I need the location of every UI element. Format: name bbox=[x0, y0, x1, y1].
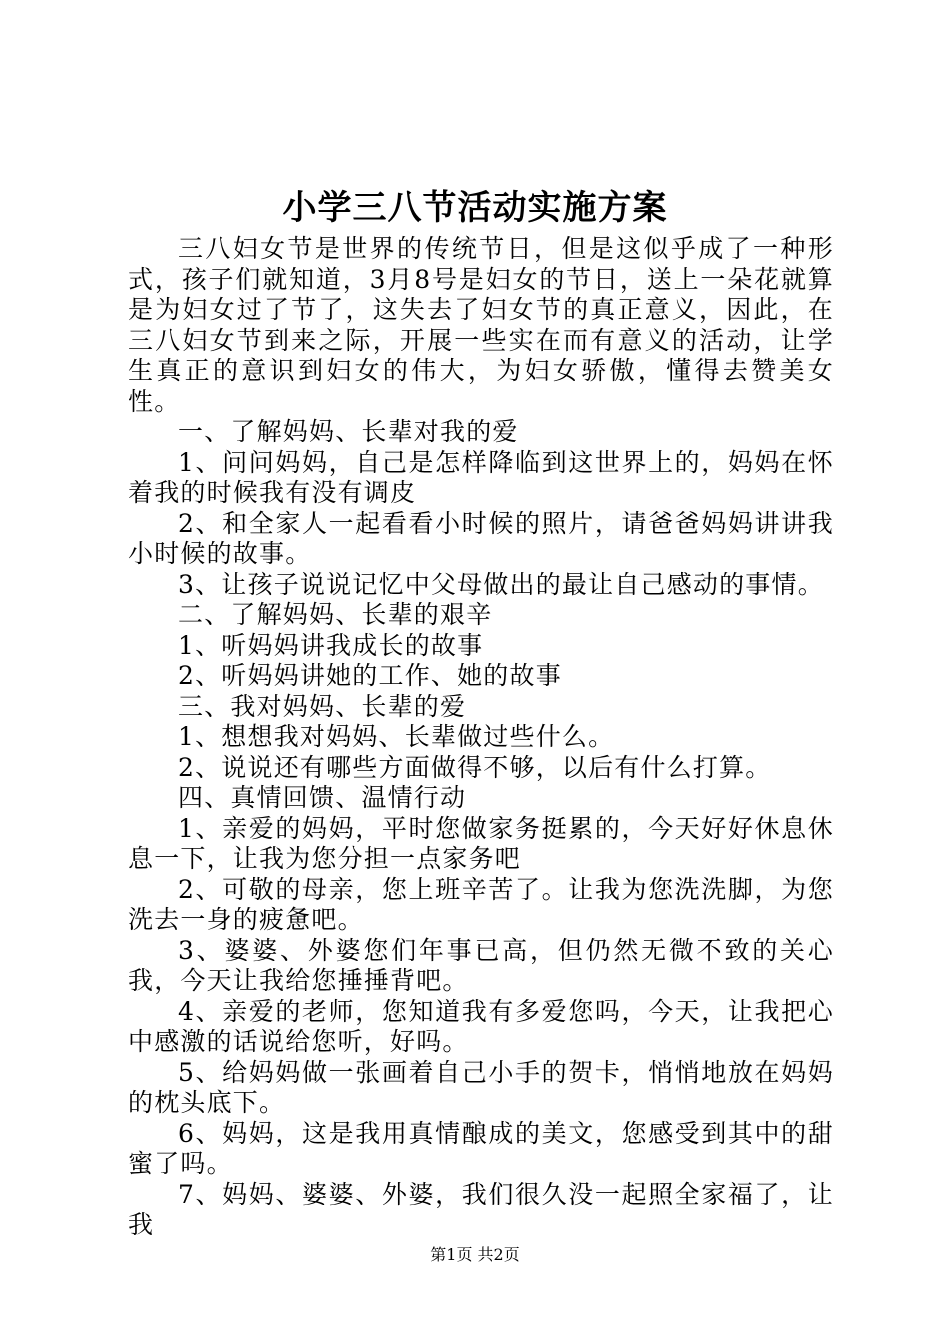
list-item: 3、让孩子说说记忆中父母做出的最让自己感动的事情。 bbox=[178, 569, 824, 599]
document-body bbox=[128, 234, 834, 1241]
list-item: 2、可敬的母亲，您上班辛苦了。让我为您洗洗脚，为您洗去一身的疲惫吧。 bbox=[128, 874, 834, 934]
section-heading-1: 一、了解妈妈、长辈对我的爱 bbox=[178, 417, 519, 446]
document-title: 小学三八节活动实施方案 bbox=[282, 188, 668, 228]
list-item: 1、亲爱的妈妈，平时您做家务挺累的，今天好好休息休息一下，让我为您分担一点家务吧 bbox=[128, 813, 834, 873]
list-item: 7、妈妈、婆婆、外婆，我们很久没一起照全家福了，让我 bbox=[128, 1179, 834, 1239]
section-heading-2: 二、了解妈妈、长辈的艰辛 bbox=[178, 600, 493, 629]
list-item: 2、听妈妈讲她的工作、她的故事 bbox=[178, 661, 562, 690]
list-item: 1、想想我对妈妈、长辈做过些什么。 bbox=[178, 722, 615, 751]
list-item: 4、亲爱的老师，您知道我有多爱您吗，今天，让我把心中感激的话说给您听，好吗。 bbox=[128, 996, 834, 1056]
list-item: 2、说说还有哪些方面做得不够，以后有什么打算。 bbox=[178, 752, 772, 782]
page-footer: 第1页 共2页 bbox=[430, 1245, 520, 1264]
paragraph-intro: 三八妇女节是世界的传统节日，但是这似乎成了一种形式，孩子们就知道，3月8号是妇女的节日，送上一朵花就算是为妇女过了节了，这失去了妇女节的真正意义，因此，在三八妇女节到来之际，开展一些实在而有意义的活动，让学生真正的意识到妇女的伟大，为妇女骄傲，懂得去赞美女性。 bbox=[128, 234, 834, 416]
list-item: 6、妈妈，这是我用真情酿成的美文，您感受到其中的甜蜜了吗。 bbox=[128, 1118, 834, 1178]
list-item: 1、听妈妈讲我成长的故事 bbox=[178, 630, 484, 660]
section-heading-4: 四、真情回馈、温情行动 bbox=[178, 783, 467, 812]
section-heading-3: 三、我对妈妈、长辈的爱 bbox=[178, 691, 467, 721]
list-item: 3、婆婆、外婆您们年事已高，但仍然无微不致的关心我，今天让我给您捶捶背吧。 bbox=[128, 935, 834, 995]
list-item: 1、问问妈妈，自己是怎样降临到这世界上的，妈妈在怀着我的时候我有没有调皮 bbox=[128, 447, 834, 507]
list-item: 5、给妈妈做一张画着自己小手的贺卡，悄悄地放在妈妈的枕头底下。 bbox=[128, 1057, 834, 1117]
list-item: 2、和全家人一起看看小时候的照片，请爸爸妈妈讲讲我小时候的故事。 bbox=[128, 508, 834, 568]
